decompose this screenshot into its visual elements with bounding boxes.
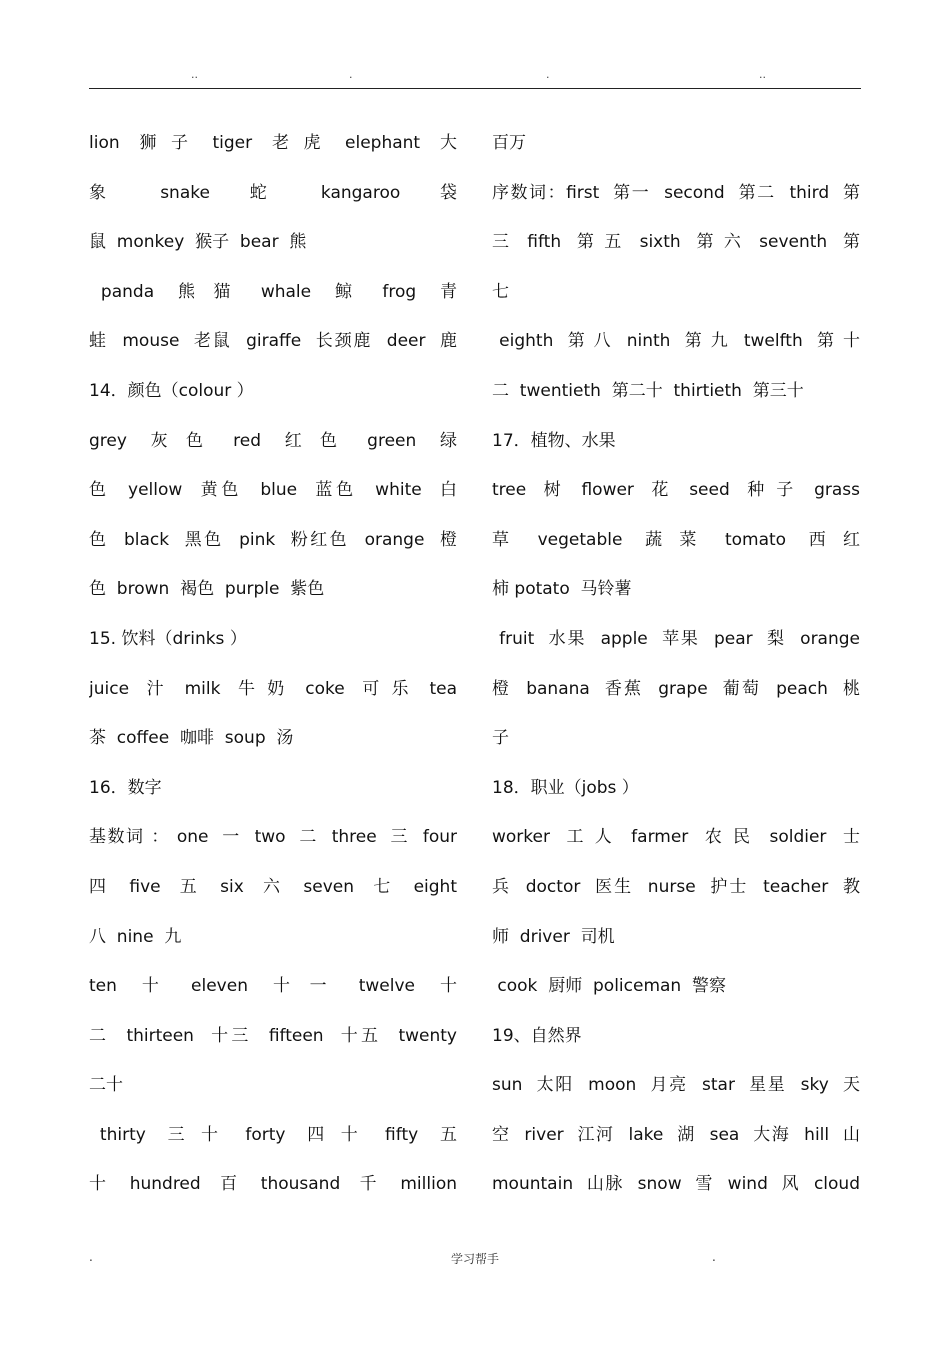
text-line: ten 十 eleven 十 一 twelve 十 xyxy=(89,976,457,997)
text-line: thirty 三 十 forty 四 十 fifty 五 xyxy=(89,1124,457,1145)
text-line: 基数词 ： one 一 two 二 three 三 four xyxy=(89,827,457,848)
text-line: 四 five 五 six 六 seven 七 eight xyxy=(89,876,457,897)
text-line: 序数词：first 第一 second 第二 third 第 xyxy=(492,182,860,203)
footer-left-dot: . xyxy=(89,1250,93,1264)
text-line: 二十 xyxy=(89,1075,123,1096)
text-line: juice 汁 milk 牛 奶 coke 可 乐 tea xyxy=(89,678,457,699)
text-line: 色 black 黑色 pink 粉红色 orange 橙 xyxy=(89,529,457,550)
header-rule xyxy=(89,88,861,89)
text-line: cook 厨师 policeman 警察 xyxy=(492,976,727,997)
text-line: 三 fifth 第 五 sixth 第 六 seventh 第 xyxy=(492,232,860,253)
text-line: 七 xyxy=(492,281,509,302)
text-line: 兵 doctor 医生 nurse 护士 teacher 教 xyxy=(492,876,860,897)
header-dot-3: . xyxy=(546,68,550,81)
section-heading-drinks: 15. 饮料（drinks ） xyxy=(89,628,247,649)
text-line: 二 twentieth 第二十 thirtieth 第三十 xyxy=(492,380,804,401)
text-line: worker 工 人 farmer 农 民 soldier 士 xyxy=(492,827,860,848)
text-line: 象 snake 蛇 kangaroo 袋 xyxy=(89,182,457,203)
text-line: 柿 potato 马铃薯 xyxy=(492,579,632,600)
text-line: sun 太阳 moon 月亮 star 星星 sky 天 xyxy=(492,1075,860,1096)
text-line: grey 灰 色 red 红 色 green 绿 xyxy=(89,430,457,451)
section-heading-plants: 17．植物、水果 xyxy=(492,430,616,451)
text-line: 色 brown 褐色 purple 紫色 xyxy=(89,579,325,600)
text-line: 子 xyxy=(492,728,509,749)
section-heading-numbers: 16．数字 xyxy=(89,777,162,798)
text-line: 色 yellow 黄色 blue 蓝色 white 白 xyxy=(89,480,457,501)
text-line: 橙 banana 香蕉 grape 葡萄 peach 桃 xyxy=(492,678,860,699)
text-line: 二 thirteen 十三 fifteen 十五 twenty xyxy=(89,1025,457,1046)
text-line: fruit 水果 apple 苹果 pear 梨 orange xyxy=(492,628,860,649)
text-line: 师 driver 司机 xyxy=(492,926,615,947)
text-line: 蛙 mouse 老鼠 giraffe 长颈鹿 deer 鹿 xyxy=(89,331,457,352)
page-header-dots xyxy=(0,68,950,84)
text-line: eighth 第 八 ninth 第 九 twelfth 第 十 xyxy=(492,331,860,352)
text-line: 鼠 monkey 猴子 bear 熊 xyxy=(89,232,307,253)
text-line: 草 vegetable 蔬 菜 tomato 西 红 xyxy=(492,529,860,550)
text-line: panda 熊 猫 whale 鲸 frog 青 xyxy=(89,281,457,302)
section-heading-colour: 14．颜色（colour ） xyxy=(89,380,254,401)
footer-label: 学习帮手 xyxy=(450,1252,499,1266)
header-dot-1: .. xyxy=(191,68,198,81)
right-column xyxy=(492,119,860,1210)
header-dot-2: . xyxy=(349,68,353,81)
left-column xyxy=(89,119,457,1210)
footer-right-dot: . xyxy=(712,1250,716,1264)
header-dot-4: .. xyxy=(759,68,766,81)
text-line: 十 hundred 百 thousand 千 million xyxy=(89,1174,457,1195)
text-line: 空 river 江河 lake 湖 sea 大海 hill 山 xyxy=(492,1124,860,1145)
section-heading-jobs: 18．职业（jobs ） xyxy=(492,777,639,798)
text-line: mountain 山脉 snow 雪 wind 风 cloud xyxy=(492,1174,860,1195)
section-heading-nature: 19、自然界 xyxy=(492,1025,582,1046)
text-line: 八 nine 九 xyxy=(89,926,182,947)
text-line: tree 树 flower 花 seed 种 子 grass xyxy=(492,480,860,501)
text-line: 百万 xyxy=(492,133,526,153)
text-line: lion 狮 子 tiger 老 虎 elephant 大 xyxy=(89,133,457,153)
text-line: 茶 coffee 咖啡 soup 汤 xyxy=(89,728,294,749)
